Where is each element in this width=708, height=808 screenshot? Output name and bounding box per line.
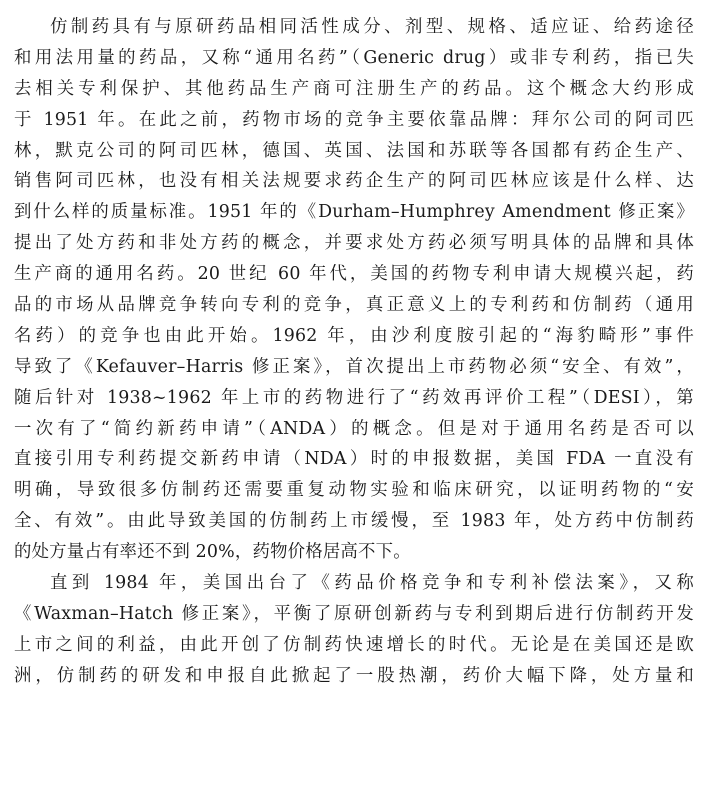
text-line: 和用法用量的药品，又称“通用名药”（Generic drug）或非专利药，指已失 bbox=[14, 47, 694, 68]
paragraph-1 bbox=[14, 12, 694, 568]
text-line: 洲，仿制药的研发和申报自此掀起了一股热潮，药价大幅下降，处方量和 bbox=[14, 665, 694, 686]
text-line: 名药）的竞争也由此开始。1962 年，由沙利度胺引起的“海豹畸形”事件 bbox=[14, 325, 694, 346]
text-line: 全、有效”。由此导致美国的仿制药上市缓慢，至 1983 年，处方药中仿制药 bbox=[14, 511, 694, 532]
text-line: 销售阿司匹林，也没有相关法规要求药企生产的阿司匹林应该是什么样、达 bbox=[14, 171, 694, 192]
text-line: 品的市场从品牌竞争转向专利的竞争，真正意义上的专利药和仿制药（通用 bbox=[14, 295, 694, 316]
text-line: 上市之间的利益，由此开创了仿制药快速增长的时代。无论是在美国还是欧 bbox=[14, 634, 694, 655]
text-line: 一次有了“简约新药申请”（ANDA）的概念。但是对于通用名药是否可以 bbox=[14, 418, 694, 439]
text-line: 于 1951 年。在此之前，药物市场的竞争主要依靠品牌：拜尔公司的阿司匹 bbox=[14, 109, 694, 130]
text-line: 林，默克公司的阿司匹林，德国、英国、法国和苏联等各国都有药企生产、 bbox=[14, 140, 694, 161]
text-line: 导致了《Kefauver–Harris 修正案》，首次提出上市药物必须“安全、有效”， bbox=[14, 356, 694, 377]
text-line: 随后针对 1938~1962 年上市的药物进行了“药效再评价工程”（DESI），第 bbox=[14, 387, 694, 408]
text-line: 提出了处方药和非处方药的概念，并要求处方药必须写明具体的品牌和具体 bbox=[14, 233, 694, 254]
text-line: 的处方量占有率还不到 20%，药物价格居高不下。 bbox=[14, 542, 411, 563]
text-line: 仿制药具有与原研药品相同活性成分、剂型、规格、适应证、给药途径 bbox=[50, 17, 694, 37]
text-line: 直到 1984 年，美国出台了《药品价格竞争和专利补偿法案》，又称 bbox=[50, 573, 694, 594]
text-line: 明确，导致很多仿制药还需要重复动物实验和临床研究，以证明药物的“安 bbox=[14, 480, 694, 501]
paragraph-2 bbox=[14, 568, 694, 692]
text-line: 《Waxman–Hatch 修正案》，平衡了原研创新药与专利到期后进行仿制药开发 bbox=[14, 603, 694, 624]
text-line: 直接引用专利药提交新药申请（NDA）时的申报数据，美国 FDA 一直没有 bbox=[14, 449, 694, 470]
text-line: 到什么样的质量标准。1951 年的《Durham–Humphrey Amendment 修正案》 bbox=[14, 202, 694, 223]
text-line: 生产商的通用名药。20 世纪 60 年代，美国的药物专利申请大规模兴起，药 bbox=[14, 264, 694, 285]
text-line: 去相关专利保护、其他药品生产商可注册生产的药品。这个概念大约形成 bbox=[14, 78, 694, 99]
